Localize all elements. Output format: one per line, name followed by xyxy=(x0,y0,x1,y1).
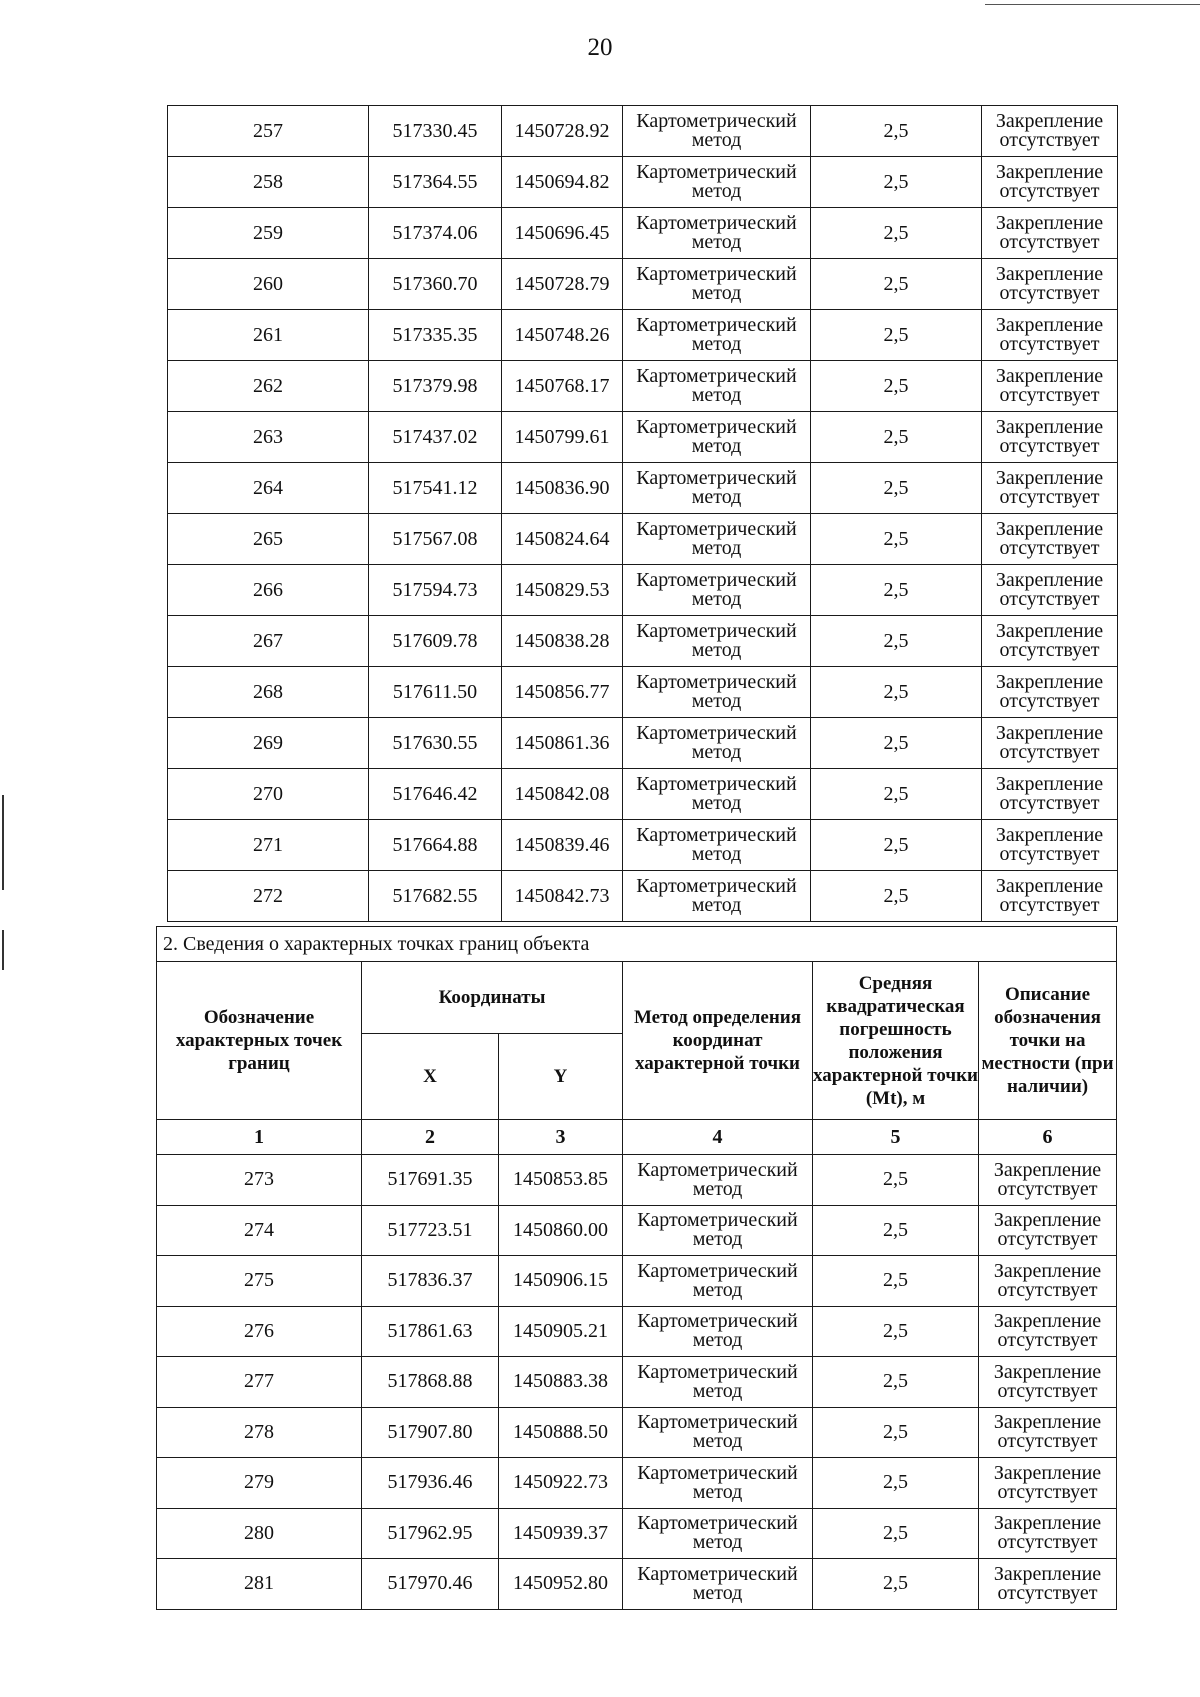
point-description: Закрепление отсутствует xyxy=(979,1508,1117,1559)
point-description: Закрепление отсутствует xyxy=(982,565,1118,616)
table-row xyxy=(157,1256,1117,1307)
coord-y: 1450836.90 xyxy=(502,463,623,514)
table-row xyxy=(168,259,1118,310)
table-row xyxy=(157,1155,1117,1206)
coord-y: 1450905.21 xyxy=(499,1306,623,1357)
table-row xyxy=(168,514,1118,565)
coord-x: 517374.06 xyxy=(369,208,502,259)
coord-y: 1450883.38 xyxy=(499,1357,623,1408)
coord-y: 1450748.26 xyxy=(502,310,623,361)
error-value: 2,5 xyxy=(811,616,982,667)
table-row xyxy=(168,871,1118,922)
scan-margin-mark xyxy=(2,795,4,890)
point-description: Закрепление отсутствует xyxy=(979,1407,1117,1458)
error-value: 2,5 xyxy=(811,106,982,157)
point-id: 280 xyxy=(157,1508,362,1559)
error-value: 2,5 xyxy=(811,157,982,208)
coord-y: 1450860.00 xyxy=(499,1205,623,1256)
point-description: Закрепление отсутствует xyxy=(979,1458,1117,1509)
table-row xyxy=(168,208,1118,259)
error-value: 2,5 xyxy=(811,463,982,514)
coord-y: 1450952.80 xyxy=(499,1559,623,1610)
method: Картометрический метод xyxy=(623,157,811,208)
method: Картометрический метод xyxy=(623,1508,813,1559)
coord-y: 1450728.79 xyxy=(502,259,623,310)
coord-y: 1450838.28 xyxy=(502,616,623,667)
coord-x: 517970.46 xyxy=(362,1559,499,1610)
point-id: 266 xyxy=(168,565,369,616)
point-id: 261 xyxy=(168,310,369,361)
coord-x: 517609.78 xyxy=(369,616,502,667)
point-id: 281 xyxy=(157,1559,362,1610)
point-id: 279 xyxy=(157,1458,362,1509)
error-value: 2,5 xyxy=(811,361,982,412)
point-description: Закрепление отсутствует xyxy=(982,106,1118,157)
table-row xyxy=(168,769,1118,820)
coord-x: 517364.55 xyxy=(369,157,502,208)
coord-x: 517907.80 xyxy=(362,1407,499,1458)
method: Картометрический метод xyxy=(623,1458,813,1509)
coord-x: 517646.42 xyxy=(369,769,502,820)
error-value: 2,5 xyxy=(813,1508,979,1559)
method: Картометрический метод xyxy=(623,310,811,361)
page-number: 20 xyxy=(587,34,613,61)
section-caption: 2. Сведения о характерных точках границ объекта xyxy=(157,927,1117,962)
point-description: Закрепление отсутствует xyxy=(982,667,1118,718)
point-id: 276 xyxy=(157,1306,362,1357)
coord-x: 517682.55 xyxy=(369,871,502,922)
coord-x: 517936.46 xyxy=(362,1458,499,1509)
coord-x: 517567.08 xyxy=(369,514,502,565)
point-description: Закрепление отсутствует xyxy=(982,157,1118,208)
table-row xyxy=(157,1508,1117,1559)
coord-x: 517611.50 xyxy=(369,667,502,718)
coord-y: 1450856.77 xyxy=(502,667,623,718)
upper-coordinates-table xyxy=(167,105,1118,922)
scan-edge-line xyxy=(985,4,1200,5)
point-description: Закрепление отсутствует xyxy=(982,514,1118,565)
error-value: 2,5 xyxy=(811,208,982,259)
coord-x: 517360.70 xyxy=(369,259,502,310)
table-row xyxy=(168,361,1118,412)
coord-x: 517691.35 xyxy=(362,1155,499,1206)
point-id: 273 xyxy=(157,1155,362,1206)
point-description: Закрепление отсутствует xyxy=(982,463,1118,514)
coord-x: 517664.88 xyxy=(369,820,502,871)
method: Картометрический метод xyxy=(623,616,811,667)
table-row xyxy=(168,412,1118,463)
error-value: 2,5 xyxy=(811,769,982,820)
method: Картометрический метод xyxy=(623,667,811,718)
coord-x: 517861.63 xyxy=(362,1306,499,1357)
method: Картометрический метод xyxy=(623,820,811,871)
point-id: 278 xyxy=(157,1407,362,1458)
method: Картометрический метод xyxy=(623,514,811,565)
coord-y: 1450906.15 xyxy=(499,1256,623,1307)
header-designation: Обозначение характерных точек границ xyxy=(157,962,362,1120)
point-id: 272 xyxy=(168,871,369,922)
coord-y: 1450829.53 xyxy=(502,565,623,616)
table-row xyxy=(168,463,1118,514)
coord-y: 1450824.64 xyxy=(502,514,623,565)
table-row xyxy=(168,820,1118,871)
table-row xyxy=(168,310,1118,361)
header-coordinates: Координаты xyxy=(362,962,623,1034)
coord-x: 517962.95 xyxy=(362,1508,499,1559)
point-id: 263 xyxy=(168,412,369,463)
coord-x: 517335.35 xyxy=(369,310,502,361)
method: Картометрический метод xyxy=(623,1407,813,1458)
coord-y: 1450839.46 xyxy=(502,820,623,871)
method: Картометрический метод xyxy=(623,1205,813,1256)
method: Картометрический метод xyxy=(623,718,811,769)
column-number: 6 xyxy=(979,1120,1117,1155)
boundary-points-table xyxy=(156,926,1117,1610)
point-description: Закрепление отсутствует xyxy=(982,361,1118,412)
point-description: Закрепление отсутствует xyxy=(982,820,1118,871)
table-row xyxy=(157,1407,1117,1458)
column-number: 1 xyxy=(157,1120,362,1155)
method: Картометрический метод xyxy=(623,769,811,820)
point-description: Закрепление отсутствует xyxy=(979,1559,1117,1610)
method: Картометрический метод xyxy=(623,412,811,463)
coord-y: 1450888.50 xyxy=(499,1407,623,1458)
coord-y: 1450922.73 xyxy=(499,1458,623,1509)
coord-y: 1450694.82 xyxy=(502,157,623,208)
coord-y: 1450696.45 xyxy=(502,208,623,259)
method: Картометрический метод xyxy=(623,463,811,514)
error-value: 2,5 xyxy=(813,1205,979,1256)
coord-y: 1450728.92 xyxy=(502,106,623,157)
error-value: 2,5 xyxy=(811,310,982,361)
method: Картометрический метод xyxy=(623,565,811,616)
method: Картометрический метод xyxy=(623,1357,813,1408)
header-description: Описание обозначения точки на местности (при наличии) xyxy=(979,962,1117,1120)
column-number: 3 xyxy=(499,1120,623,1155)
point-id: 274 xyxy=(157,1205,362,1256)
point-id: 271 xyxy=(168,820,369,871)
point-description: Закрепление отсутствует xyxy=(979,1306,1117,1357)
error-value: 2,5 xyxy=(813,1306,979,1357)
table-row xyxy=(168,616,1118,667)
table-row xyxy=(157,1205,1117,1256)
header-method: Метод определения координат характерной точки xyxy=(623,962,813,1120)
error-value: 2,5 xyxy=(811,871,982,922)
point-description: Закрепление отсутствует xyxy=(982,769,1118,820)
error-value: 2,5 xyxy=(811,820,982,871)
error-value: 2,5 xyxy=(811,565,982,616)
method: Картометрический метод xyxy=(623,1306,813,1357)
table-row xyxy=(168,565,1118,616)
coord-x: 517594.73 xyxy=(369,565,502,616)
coord-x: 517330.45 xyxy=(369,106,502,157)
point-id: 265 xyxy=(168,514,369,565)
table-row xyxy=(168,718,1118,769)
error-value: 2,5 xyxy=(811,514,982,565)
error-value: 2,5 xyxy=(813,1559,979,1610)
point-id: 267 xyxy=(168,616,369,667)
point-id: 268 xyxy=(168,667,369,718)
point-description: Закрепление отсутствует xyxy=(982,259,1118,310)
point-description: Закрепление отсутствует xyxy=(979,1155,1117,1206)
coord-y: 1450853.85 xyxy=(499,1155,623,1206)
error-value: 2,5 xyxy=(813,1357,979,1408)
coord-y: 1450939.37 xyxy=(499,1508,623,1559)
column-number: 5 xyxy=(813,1120,979,1155)
table-row xyxy=(168,667,1118,718)
table-row xyxy=(157,1559,1117,1610)
coord-y: 1450768.17 xyxy=(502,361,623,412)
column-number: 2 xyxy=(362,1120,499,1155)
table-row xyxy=(157,1306,1117,1357)
method: Картометрический метод xyxy=(623,208,811,259)
coord-y: 1450861.36 xyxy=(502,718,623,769)
point-description: Закрепление отсутствует xyxy=(982,208,1118,259)
point-id: 259 xyxy=(168,208,369,259)
coord-x: 517437.02 xyxy=(369,412,502,463)
point-id: 270 xyxy=(168,769,369,820)
error-value: 2,5 xyxy=(811,718,982,769)
point-id: 275 xyxy=(157,1256,362,1307)
method: Картометрический метод xyxy=(623,1559,813,1610)
error-value: 2,5 xyxy=(811,412,982,463)
error-value: 2,5 xyxy=(813,1155,979,1206)
error-value: 2,5 xyxy=(811,259,982,310)
column-number: 4 xyxy=(623,1120,813,1155)
method: Картометрический метод xyxy=(623,1155,813,1206)
point-description: Закрепление отсутствует xyxy=(979,1256,1117,1307)
method: Картометрический метод xyxy=(623,871,811,922)
table-row xyxy=(168,157,1118,208)
point-id: 262 xyxy=(168,361,369,412)
method: Картометрический метод xyxy=(623,1256,813,1307)
point-description: Закрепление отсутствует xyxy=(979,1357,1117,1408)
point-id: 257 xyxy=(168,106,369,157)
coord-x: 517868.88 xyxy=(362,1357,499,1408)
point-description: Закрепление отсутствует xyxy=(982,412,1118,463)
error-value: 2,5 xyxy=(813,1256,979,1307)
point-id: 277 xyxy=(157,1357,362,1408)
coord-x: 517836.37 xyxy=(362,1256,499,1307)
point-description: Закрепление отсутствует xyxy=(979,1205,1117,1256)
coord-x: 517379.98 xyxy=(369,361,502,412)
point-description: Закрепление отсутствует xyxy=(982,871,1118,922)
header-error: Средняя квадратическая погрешность положения характерной точки (Mt), м xyxy=(813,962,979,1120)
coord-y: 1450842.73 xyxy=(502,871,623,922)
coord-y: 1450842.08 xyxy=(502,769,623,820)
error-value: 2,5 xyxy=(813,1458,979,1509)
point-description: Закрепление отсутствует xyxy=(982,310,1118,361)
point-id: 269 xyxy=(168,718,369,769)
coord-x: 517723.51 xyxy=(362,1205,499,1256)
error-value: 2,5 xyxy=(813,1407,979,1458)
point-id: 264 xyxy=(168,463,369,514)
point-id: 260 xyxy=(168,259,369,310)
method: Картометрический метод xyxy=(623,259,811,310)
scan-margin-mark xyxy=(2,930,4,970)
coord-x: 517541.12 xyxy=(369,463,502,514)
header-x: X xyxy=(362,1034,499,1120)
header-y: Y xyxy=(499,1034,623,1120)
method: Картометрический метод xyxy=(623,106,811,157)
method: Картометрический метод xyxy=(623,361,811,412)
table-row xyxy=(157,1458,1117,1509)
coord-x: 517630.55 xyxy=(369,718,502,769)
coord-y: 1450799.61 xyxy=(502,412,623,463)
point-description: Закрепление отсутствует xyxy=(982,718,1118,769)
point-id: 258 xyxy=(168,157,369,208)
error-value: 2,5 xyxy=(811,667,982,718)
table-row xyxy=(168,106,1118,157)
point-description: Закрепление отсутствует xyxy=(982,616,1118,667)
table-row xyxy=(157,1357,1117,1408)
